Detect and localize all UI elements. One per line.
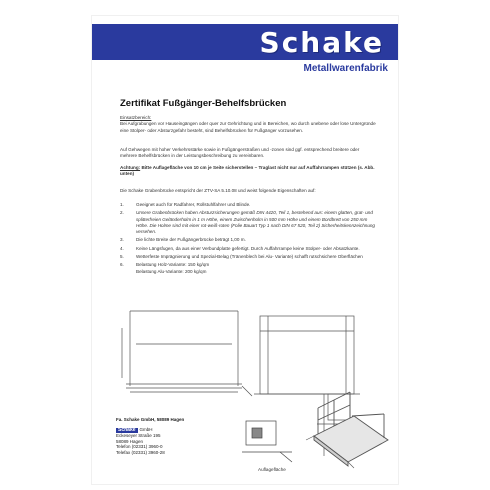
einsatz-heading: Einsatzbereich: bbox=[120, 115, 152, 120]
address-logo-line: Schake GmbH bbox=[118, 426, 153, 433]
list-item: 3. Die lichte Breite der Fußgängerbrücke beträgt 1,00 m. bbox=[120, 237, 246, 243]
list-item: 5. Wetterfeste Imprägnierung und Spezial-Belag (Tränenblech bei Alu- Variante) schafft rutschsichere Oberflächen bbox=[120, 254, 363, 260]
list-item: 6. Belastung Holz-Variante: 150 kg/qm Belastung Alu-Variante: 200 kg/qm bbox=[120, 262, 210, 274]
list-item: 1. Geeignet auch für Radfahrer, Rollstuhlfahrer und Blinde. bbox=[120, 202, 251, 207]
list-item: 2. Unsere Grabenbrücken haben Absturzsicherungen gemäß DIN 4420, Teil 1, bestehend aus: einem glatten, grat- und splitterfreien Geländerholm in 1 m Höhe, einem Zwischenholm in 500 mm Höhe und einem Bordbrett von 250 mm Höhe. Die Holme sind mit einer rot-weiß-roten (Folie Bauart Typ 1 nach DIN 67 520, Teil 2) Sicherheitskennzeichnung versehen. bbox=[120, 210, 375, 235]
certificate-page bbox=[92, 16, 398, 484]
bridge-side-view bbox=[122, 311, 252, 396]
einsatz-text: Bei Aufgrabungen vor Hauseingängen oder quer zur Gehrichtung und in Bereichen, wo durch unebene oder lose Untergründe eine Stolper- oder Absturzgefahr besteht, sind Behelfsbrücken für Fußgänger vorzusehen. bbox=[120, 121, 376, 133]
address-street: Eckeseyer Straße 195 bbox=[116, 433, 161, 439]
schake-logo: Schake bbox=[259, 25, 384, 59]
gehwege-paragraph: Auf Gehwegen mit hoher Verkehrsstärke sowie in Fußgängerstraßen und -zonen sind ggf. entsprechend breitere oder mehrere Behelfsbrücken in der Leistungsbeschreibung zu vereinbaren. bbox=[120, 147, 360, 159]
brand-subtitle: Metallwarenfabrik bbox=[303, 63, 388, 74]
intro-paragraph: Die Schake Grabenbrücke entspricht der ZTV-SA 5.10.08 und weist folgende Eigenschaften auf: bbox=[120, 188, 316, 193]
bridge-technical-drawing bbox=[92, 16, 398, 484]
achtung-text: Bitte Auflagefläche von 10 cm je Seite sicherstellen – Traglast nicht nur auf Auffahrrampen stützen (s. Abb. unten) bbox=[120, 165, 375, 177]
document-title: Zertifikat Fußgänger-Behelfsbrücken bbox=[120, 98, 287, 109]
address-city: 58089 Hagen bbox=[116, 438, 144, 444]
address-phone: Telefon (02331) 3960-0 bbox=[116, 444, 163, 450]
list-item: 4. Keine Längsfugen, da aus einer Verbundplatte gefertigt. Durch Auffahrrampe keine Stolper- oder Absatzkante. bbox=[120, 245, 360, 251]
auflageflaeche-caption: Auflagefläche bbox=[258, 467, 286, 472]
address-fax: Telefax (02331) 3960-28 bbox=[116, 449, 165, 455]
company-address bbox=[116, 417, 236, 456]
bridge-3d-illustration bbox=[306, 392, 388, 468]
achtung-label: Achtung: bbox=[120, 165, 141, 170]
address-logo: Schake bbox=[118, 426, 136, 433]
address-company: Fa. Schake GmbH, 58089 Hagen bbox=[116, 417, 185, 422]
support-detail-drawing bbox=[242, 421, 292, 462]
